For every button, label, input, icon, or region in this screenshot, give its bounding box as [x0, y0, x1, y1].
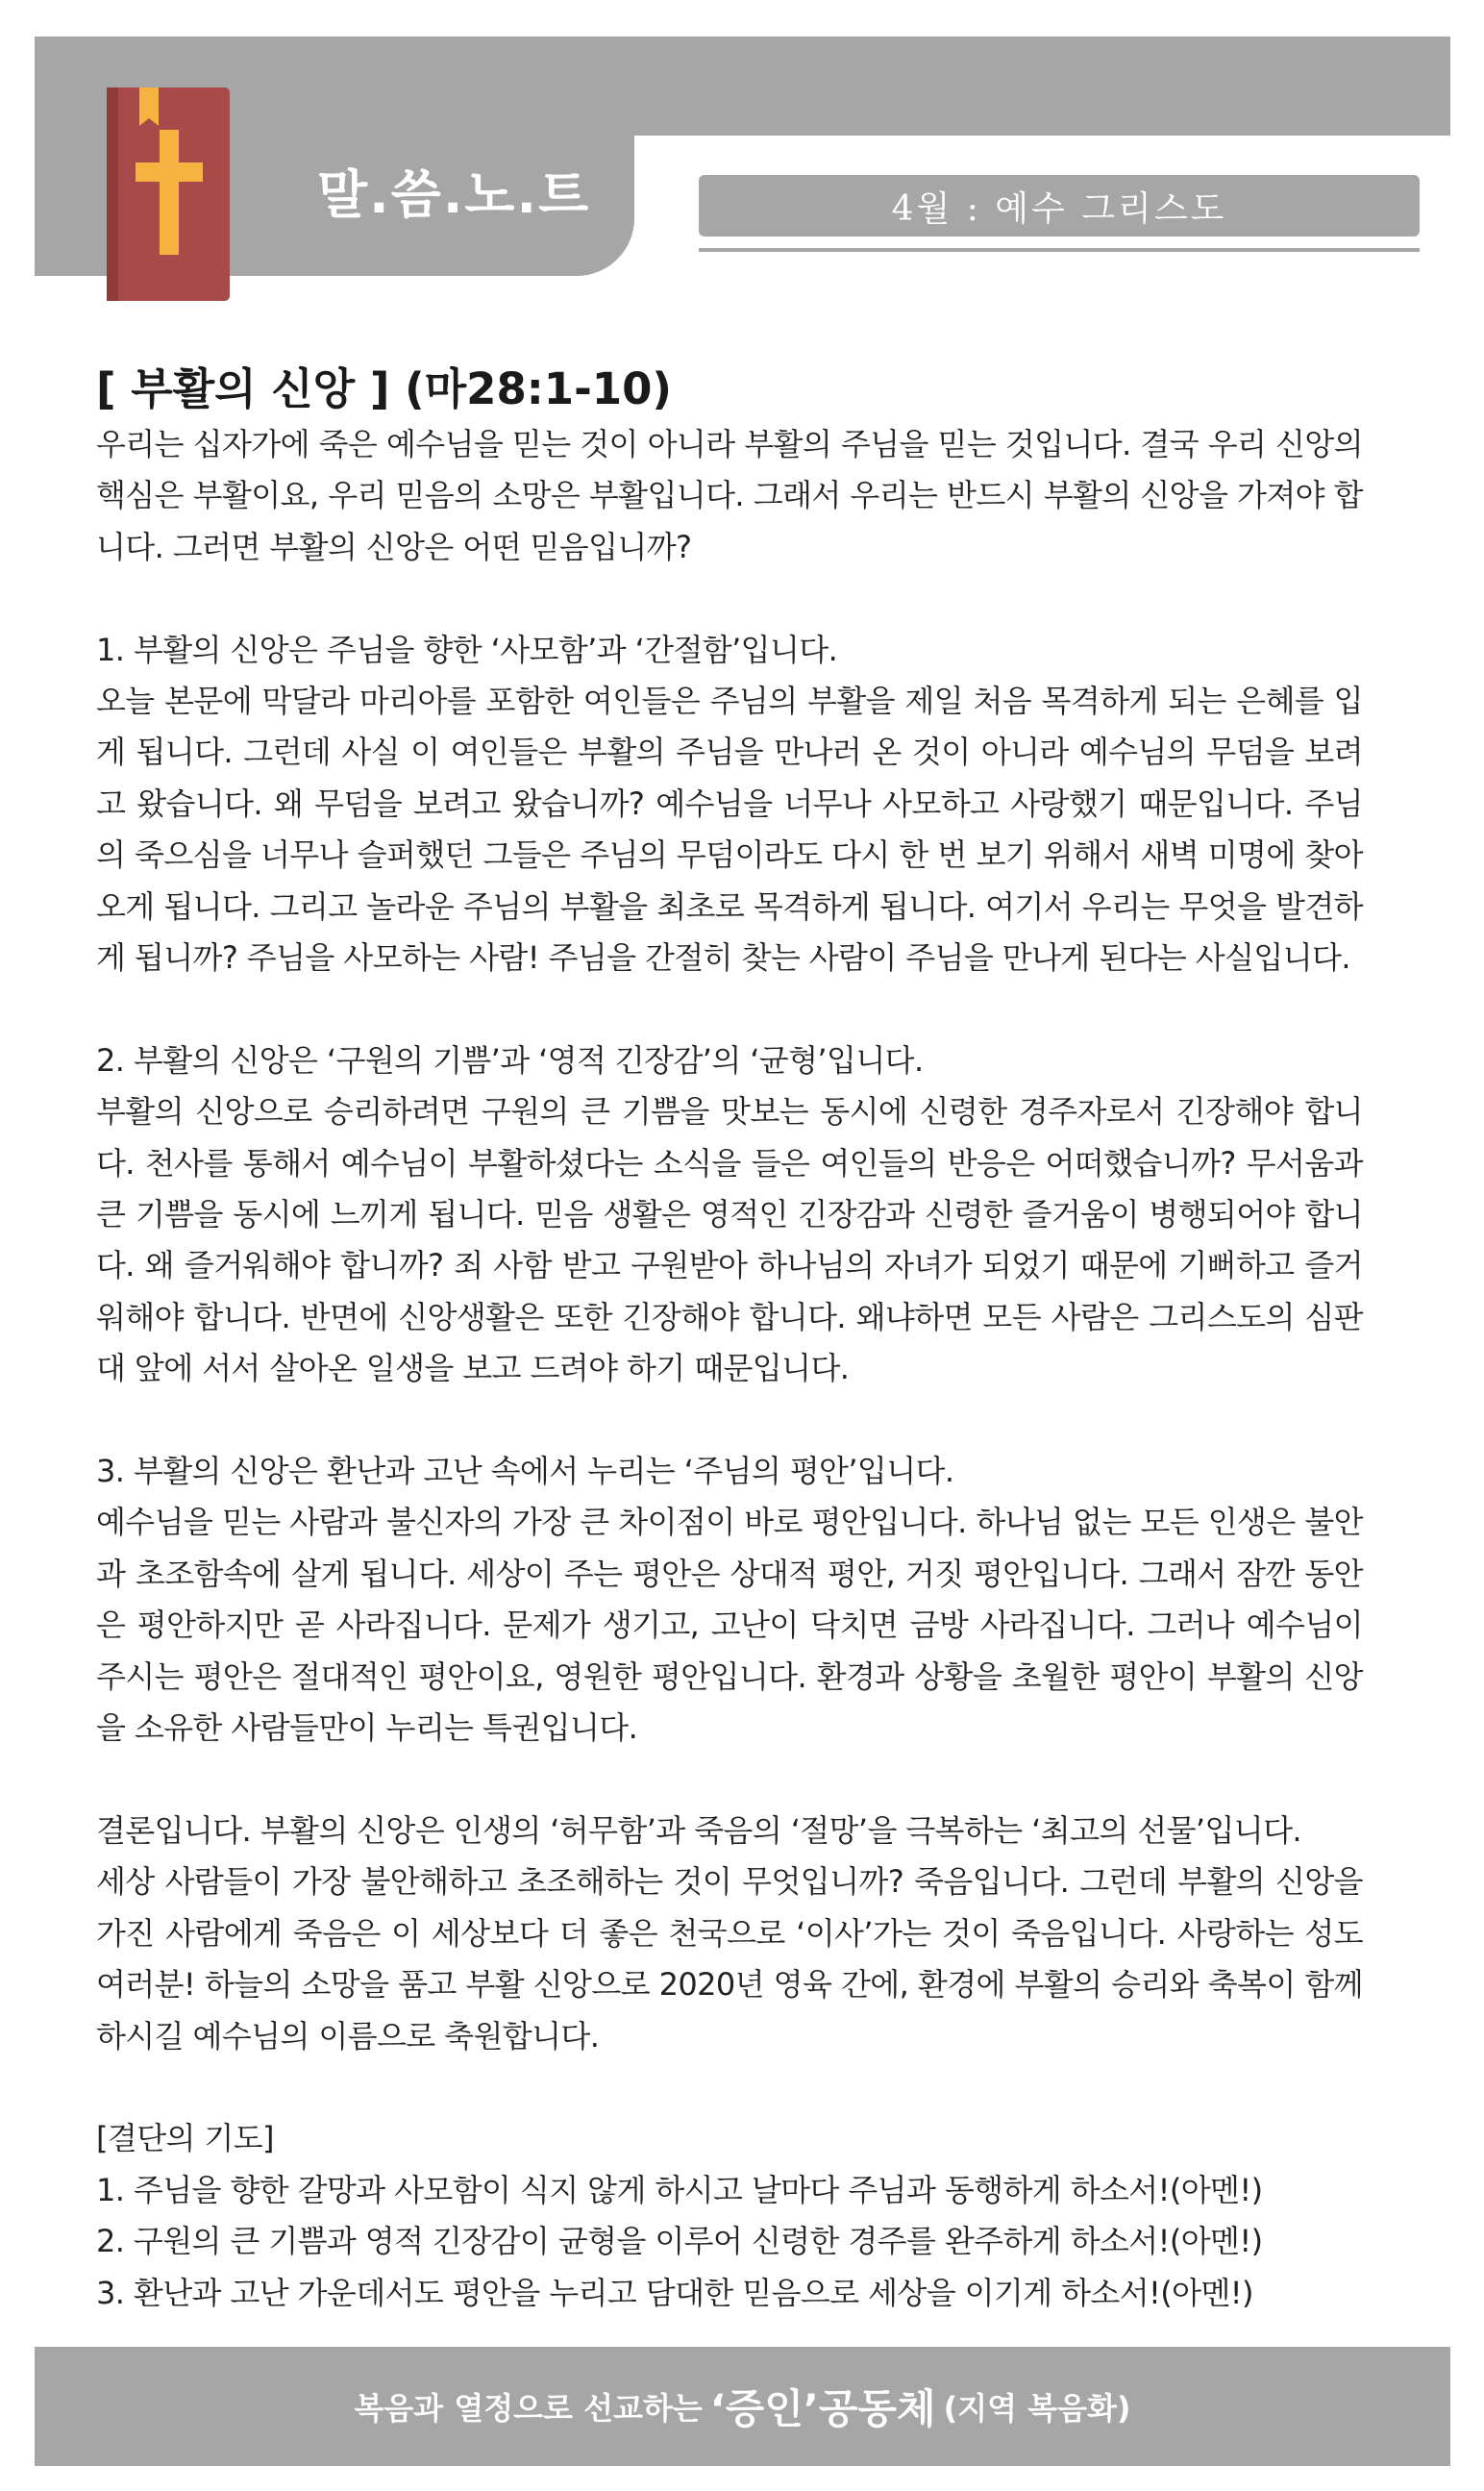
- month-theme-badge: 4월 : 예수 그리스도: [699, 175, 1420, 237]
- footer-banner: [35, 2347, 1450, 2466]
- point1-body: 오늘 본문에 막달라 마리아를 포함한 여인들은 주님의 부활을 제일 처음 목격하게 되는 은혜를 입게 됩니다. 그런데 사실 이 여인들은 부활의 주님을 만나러 온 것이 아니라 예수님의 무덤을 보려고 왔습니다. 왜 무덤을 보려고 왔습니까? 예수님을 너무나 사모하고 사랑했기 때문입니다. 주님의 죽으심을 너무나 슬퍼했던 그들은 주님의 무덤이라도 다시 한 번 보기 위해서 새벽 미명에 찾아오게 됩니다. 그리고 놀라운 주님의 부활을 최초로 목격하게 됩니다. 여기서 우리는 무엇을 발견하게 됩니까? 주님을 사모하는 사람! 주님을 간절히 찾는 사람이 주님을 만나게 된다는 사실입니다.: [96, 683, 1363, 977]
- bible-icon: [107, 87, 230, 301]
- sermon-content: [96, 419, 1363, 2319]
- point2-heading: 2. 부활의 신앙은 ‘구원의 기쁨’과 ‘영적 긴장감’의 ‘균형’입니다.: [96, 1041, 924, 1079]
- prayer-item: 2. 구원의 큰 기쁨과 영적 긴장감이 균형을 이루어 신령한 경주를 완주하게 하소서!(아멘!): [96, 2223, 1263, 2260]
- conclusion-heading: 결론입니다. 부활의 신앙은 인생의 ‘허무함’과 죽음의 ‘절망’을 극복하는 ‘최고의 선물’입니다.: [96, 1811, 1301, 1849]
- sermon-title: [ 부활의 신앙 ] (마28:1-10): [96, 363, 672, 414]
- conclusion-body: 세상 사람들이 가장 불안해하고 초조해하는 것이 무엇입니까? 죽음입니다. 그런데 부활의 신앙을 가진 사람에게 죽음은 이 세상보다 더 좋은 천국으로 ‘이사’가는 것이 죽음입니다. 사랑하는 성도 여러분! 하늘의 소망을 품고 부활 신앙으로 2020년 영육 간에, 환경에 부활의 승리와 축복이 함께 하시길 예수님의 이름으로 축원합니다.: [96, 1863, 1363, 2055]
- prayer-item: 3. 환난과 고난 가운데서도 평안을 누리고 담대한 믿음으로 세상을 이기게 하소서!(아멘!): [96, 2274, 1253, 2311]
- footer-highlight: ‘증인’공동체: [709, 2385, 936, 2432]
- month-underline: [699, 248, 1420, 252]
- footer-suffix: (지역 복음화): [943, 2390, 1131, 2427]
- point1-heading: 1. 부활의 신앙은 주님을 향한 ‘사모함’과 ‘간절함’입니다.: [96, 631, 838, 668]
- prayer-item: 1. 주님을 향한 갈망과 사모함이 식지 않게 하시고 날마다 주님과 동행하게 하소서!(아멘!): [96, 2171, 1263, 2208]
- point3-body: 예수님을 믿는 사람과 불신자의 가장 큰 차이점이 바로 평안입니다. 하나님 없는 모든 인생은 불안과 초조함속에 살게 됩니다. 세상이 주는 평안은 상대적 평안, 거짓 평안입니다. 그래서 잠깐 동안은 평안하지만 곧 사라집니다. 문제가 생기고, 고난이 닥치면 금방 사라집니다. 그러나 예수님이 주시는 평안은 절대적인 평안이요, 영원한 평안입니다. 환경과 상황을 초월한 평안이 부활의 신앙을 소유한 사람들만이 누리는 특권입니다.: [96, 1504, 1363, 1747]
- header-bar: [35, 37, 1450, 136]
- footer-prefix: 복음과 열정으로 선교하는: [354, 2390, 703, 2427]
- point3-heading: 3. 부활의 신앙은 환난과 고난 속에서 누리는 ‘주님의 평안’입니다.: [96, 1453, 954, 1490]
- point2-body: 부활의 신앙으로 승리하려면 구원의 큰 기쁨을 맛보는 동시에 신령한 경주자로서 긴장해야 합니다. 천사를 통해서 예수님이 부활하셨다는 소식을 들은 여인들의 반응은 어떠했습니까? 무서움과 큰 기쁨을 동시에 느끼게 됩니다. 믿음 생활은 영적인 긴장감과 신령한 즐거움이 병행되어야 합니다. 왜 즐거워해야 합니까? 죄 사함 받고 구원받아 하나님의 자녀가 되었기 때문에 기뻐하고 즐거워해야 합니다. 반면에 신앙생활은 또한 긴장해야 합니다. 왜냐하면 모든 사람은 그리스도의 심판대 앞에 서서 살아온 일생을 보고 드려야 하기 때문입니다.: [96, 1093, 1363, 1387]
- prayer-heading: [결단의 기도]: [96, 2120, 274, 2157]
- page-title: 말.씀.노.트: [317, 164, 591, 225]
- intro-paragraph: 우리는 십자가에 죽은 예수님을 믿는 것이 아니라 부활의 주님을 믿는 것입니다. 결국 우리 신앙의 핵심은 부활이요, 우리 믿음의 소망은 부활입니다. 그래서 우리는 반드시 부활의 신앙을 가져야 합니다. 그러면 부활의 신앙은 어떤 믿음입니까?: [96, 426, 1363, 565]
